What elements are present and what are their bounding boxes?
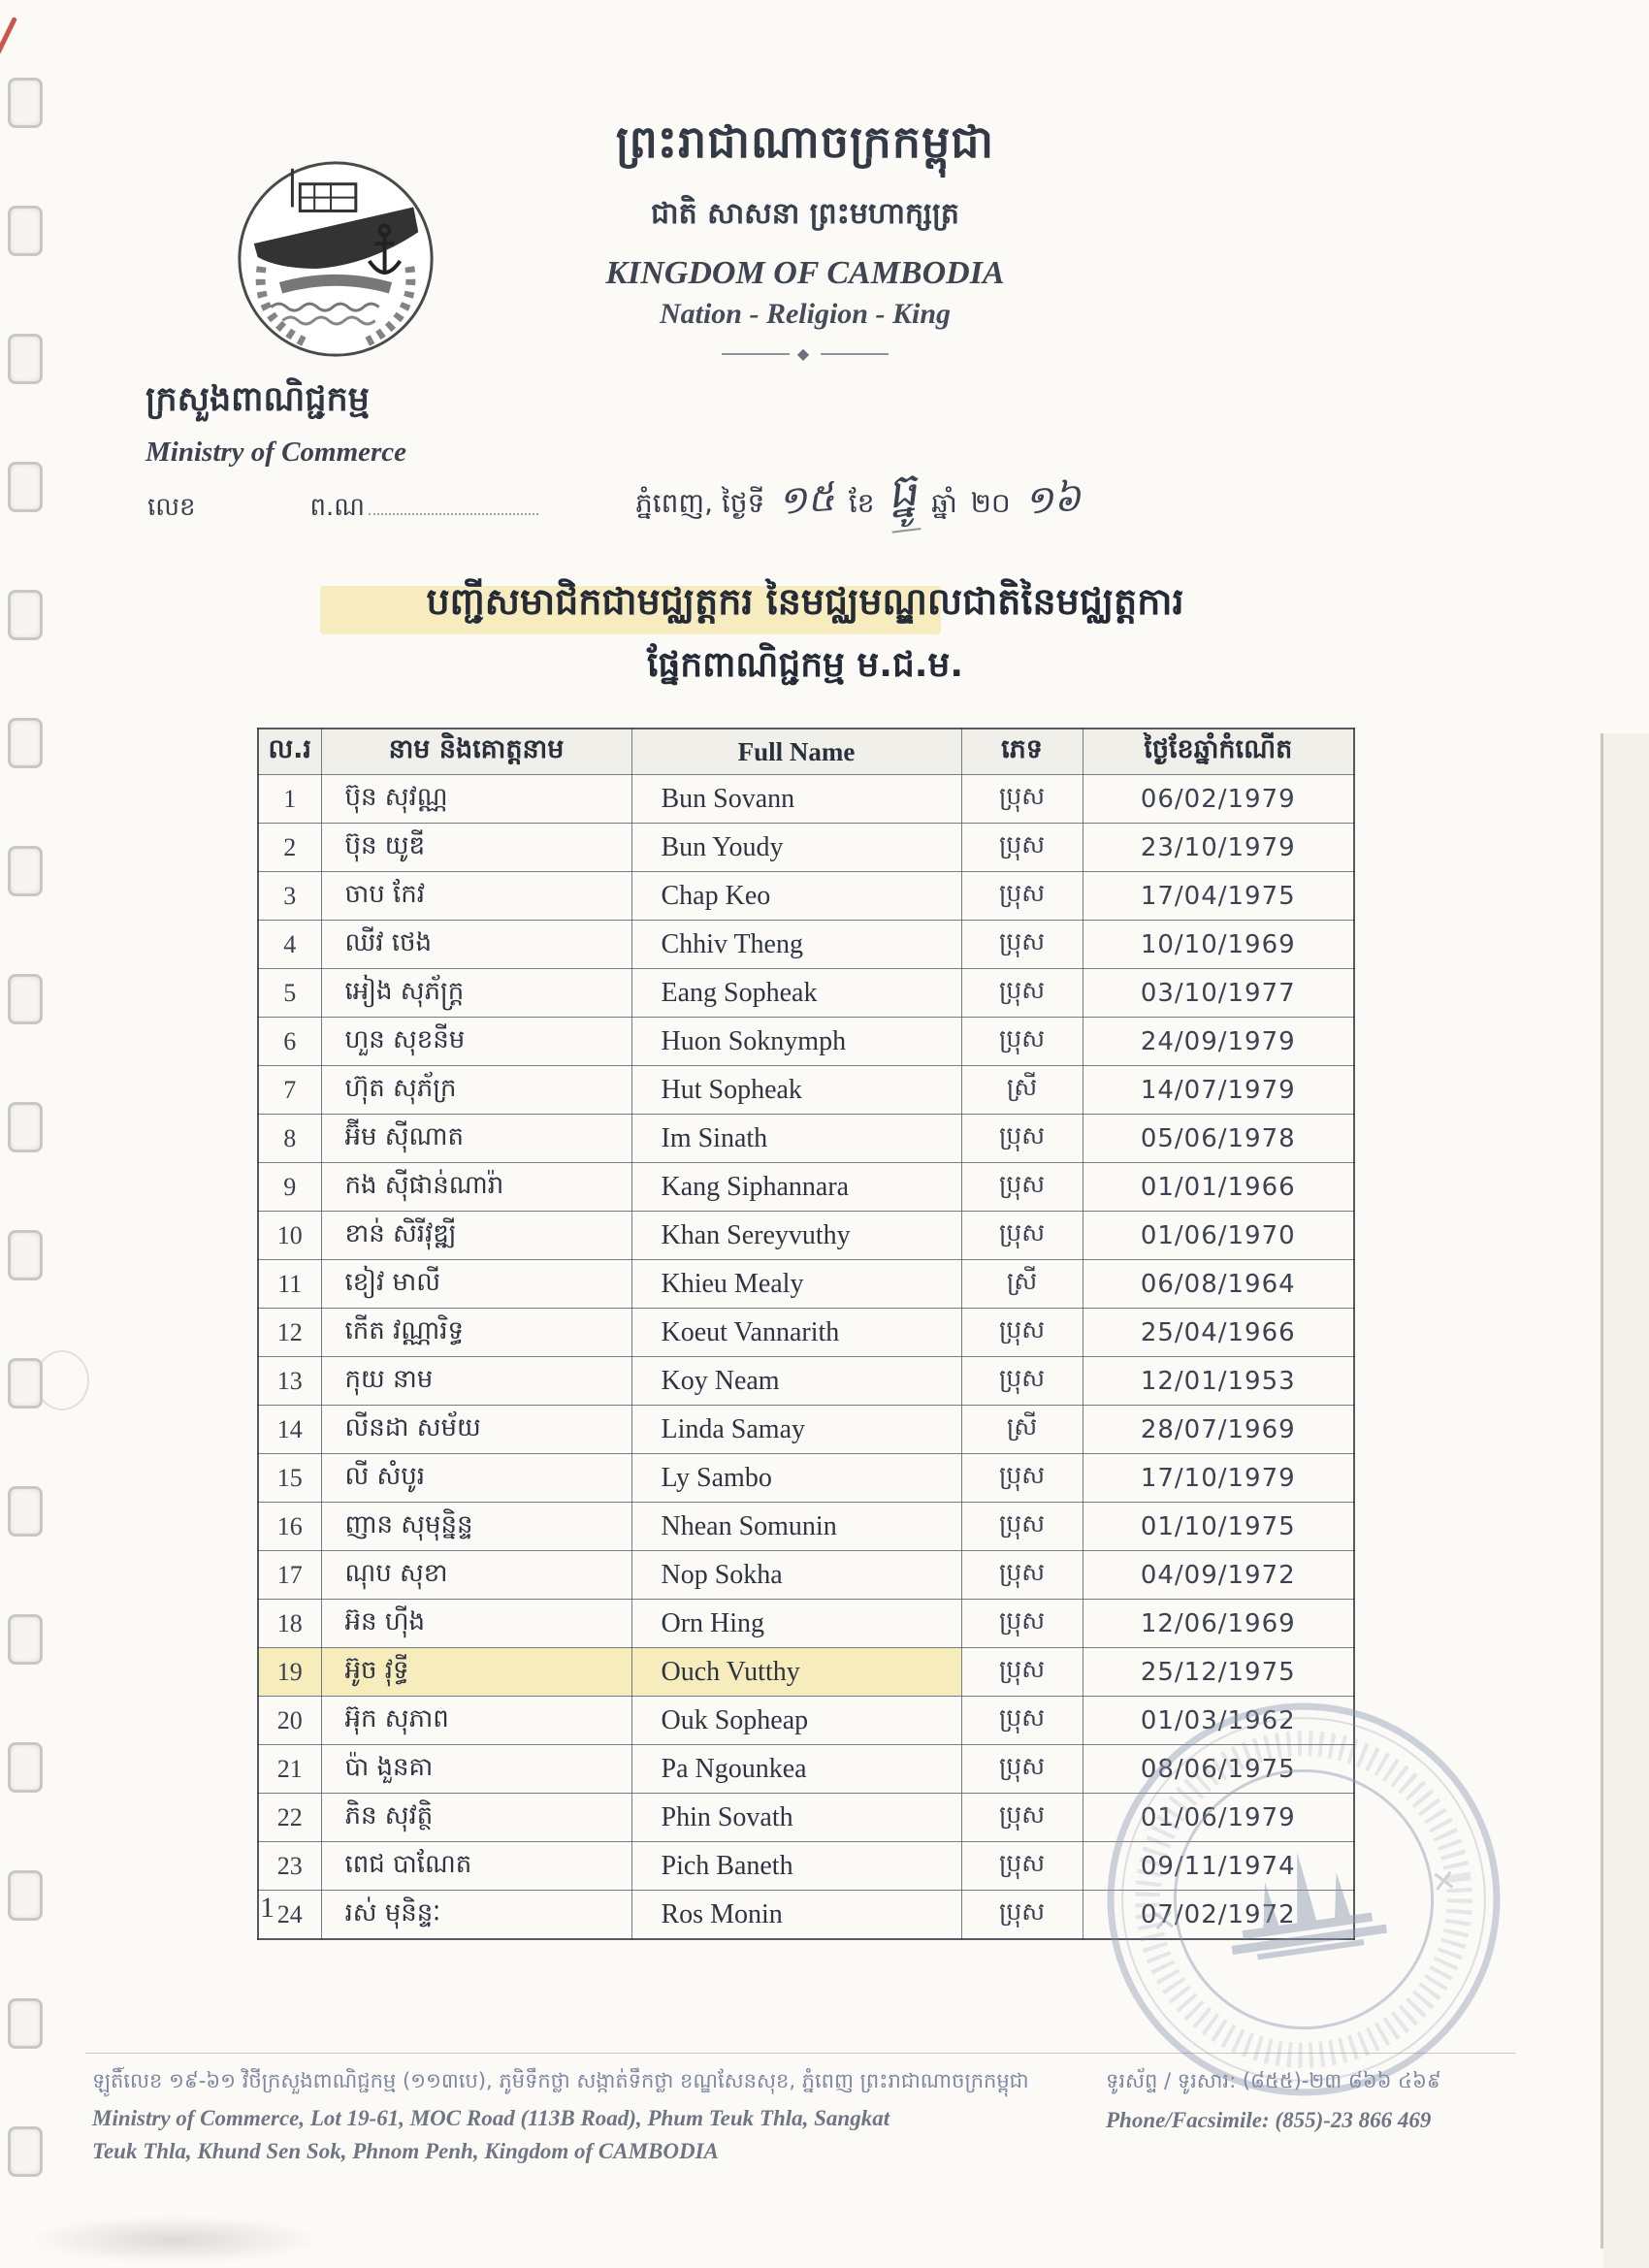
row-number: 2	[258, 824, 321, 872]
row-number: 23	[258, 1842, 321, 1891]
row-khmer-name: កើត វណ្ណារិទ្ធ	[321, 1309, 631, 1357]
row-khmer-name: អ៊ូច វុទ្ធី	[321, 1648, 631, 1697]
row-number: 6	[258, 1018, 321, 1066]
row-gender: ប្រុស	[961, 1454, 1083, 1503]
row-number: 9	[258, 1163, 321, 1212]
row-gender: ប្រុស	[961, 921, 1083, 969]
row-gender: ប្រុស	[961, 1309, 1083, 1357]
row-khmer-name: រស់ មុនិន្ទៈ	[321, 1891, 631, 1940]
row-full-name: Koy Neam	[631, 1357, 961, 1406]
row-dob: 05/06/1978	[1083, 1115, 1354, 1163]
row-gender: ប្រុស	[961, 1163, 1083, 1212]
row-dob: 25/12/1975	[1083, 1648, 1354, 1697]
row-gender: ប្រុស	[961, 1551, 1083, 1600]
row-khmer-name: ហ៊ុត សុភ័ក្រ	[321, 1066, 631, 1115]
row-khmer-name: ញាន សុមុន្និន្ទ	[321, 1503, 631, 1551]
row-khmer-name: ប៉ា ងួនគា	[321, 1745, 631, 1794]
row-dob: 03/10/1977	[1083, 969, 1354, 1018]
row-full-name: Bun Youdy	[631, 824, 961, 872]
row-khmer-name: អៀង សុភ័ក្ត្រ	[321, 969, 631, 1018]
ref-dotted-line	[369, 492, 538, 515]
reference-number-row	[147, 491, 538, 528]
scan-artifact-circle	[35, 1350, 89, 1410]
row-gender: ប្រុស	[961, 872, 1083, 921]
table-row	[258, 921, 1354, 969]
table-row	[258, 1454, 1354, 1503]
row-gender: ស្រី	[961, 1406, 1083, 1454]
row-number: 14	[258, 1406, 321, 1454]
number-label: លេខ	[147, 493, 196, 522]
row-gender: ប្រុស	[961, 1648, 1083, 1697]
footer-address-english-2: Teuk Thla, Khund Sen Sok, Phnom Penh, Kingdom of CAMBODIA	[92, 2139, 719, 2163]
row-gender: ប្រុស	[961, 1842, 1083, 1891]
date-line	[635, 464, 1083, 537]
row-gender: ស្រី	[961, 1066, 1083, 1115]
table-row	[258, 1260, 1354, 1309]
footer-address-english-1: Ministry of Commerce, Lot 19-61, MOC Road (113B Road), Phum Teuk Thla, Sangkat	[92, 2106, 890, 2130]
row-khmer-name: ខាន់ សិរីវុឌ្ឍី	[321, 1212, 631, 1260]
row-full-name: Ly Sambo	[631, 1454, 961, 1503]
table-row	[258, 1066, 1354, 1115]
row-khmer-name: ពេជ បាណែត	[321, 1842, 631, 1891]
row-dob: 08/06/1975	[1083, 1745, 1354, 1794]
table-header-row	[258, 729, 1354, 775]
scan-margin	[1603, 733, 1649, 2268]
row-gender: ប្រុស	[961, 1212, 1083, 1260]
header-name-khmer: នាម និងគោត្តនាម	[321, 729, 631, 775]
row-dob: 24/09/1979	[1083, 1018, 1354, 1066]
header-no: ល.រ	[258, 729, 321, 775]
row-full-name: Pich Baneth	[631, 1842, 961, 1891]
row-full-name: Ouch Vutthy	[631, 1648, 961, 1697]
row-khmer-name: ចាប កែវ	[321, 872, 631, 921]
row-khmer-name: ប៊ុន យូឌី	[321, 824, 631, 872]
row-full-name: Khan Sereyvuthy	[631, 1212, 961, 1260]
row-gender: ប្រុស	[961, 1018, 1083, 1066]
table-row	[258, 1891, 1354, 1940]
row-gender: ប្រុស	[961, 1794, 1083, 1842]
row-gender: ប្រុស	[961, 969, 1083, 1018]
row-number: 1	[258, 775, 321, 824]
row-dob: 10/10/1969	[1083, 921, 1354, 969]
binder-hole	[8, 1358, 43, 1409]
row-gender: ប្រុស	[961, 1745, 1083, 1794]
row-number: 7	[258, 1066, 321, 1115]
row-full-name: Linda Samay	[631, 1406, 961, 1454]
row-gender: ប្រុស	[961, 1891, 1083, 1940]
table-row	[258, 775, 1354, 824]
national-header	[475, 114, 1135, 363]
table-row	[258, 1551, 1354, 1600]
binder-hole	[8, 334, 43, 384]
row-number: 4	[258, 921, 321, 969]
row-number: 13	[258, 1357, 321, 1406]
binder-hole	[8, 1614, 43, 1665]
row-full-name: Ros Monin	[631, 1891, 961, 1940]
row-dob: 17/10/1979	[1083, 1454, 1354, 1503]
binder-hole	[8, 590, 43, 640]
table-row	[258, 1697, 1354, 1745]
row-number: 15	[258, 1454, 321, 1503]
row-gender: ប្រុស	[961, 1503, 1083, 1551]
binder-hole	[8, 1102, 43, 1152]
binder-hole	[8, 78, 43, 128]
row-number: 22	[258, 1794, 321, 1842]
row-khmer-name: លីនដា សម័យ	[321, 1406, 631, 1454]
red-pen-mark	[0, 16, 17, 55]
table-row	[258, 1406, 1354, 1454]
table-row	[258, 1648, 1354, 1697]
row-khmer-name: ឈីវ ថេង	[321, 921, 631, 969]
footer-address-khmer: ឡូតិ៍លេខ ១៩-៦១ វិថីក្រសួងពាណិជ្ជកម្ម (១១៣បេ), ភូមិទឹកថ្លា សង្កាត់ទឹកថ្លា ខណ្ឌសែនសុខ, ភ្នំពេញ ព្រះរាជាណាចក្រកម្ពុជា	[92, 2069, 1029, 2092]
row-number: 20	[258, 1697, 321, 1745]
table-row	[258, 1745, 1354, 1794]
row-full-name: Huon Soknymph	[631, 1018, 961, 1066]
table-row	[258, 1309, 1354, 1357]
row-full-name: Chap Keo	[631, 872, 961, 921]
table-row	[258, 872, 1354, 921]
year-printed: ២០	[970, 487, 1011, 519]
table-row	[258, 1357, 1354, 1406]
row-gender: ប្រុស	[961, 1115, 1083, 1163]
row-dob: 12/06/1969	[1083, 1600, 1354, 1648]
row-full-name: Phin Sovath	[631, 1794, 961, 1842]
row-khmer-name: ហួន សុខនីម	[321, 1018, 631, 1066]
row-gender: ប្រុស	[961, 1600, 1083, 1648]
title-line2: ផ្នែកពាណិជ្ជកម្ម ម.ជ.ម.	[646, 645, 964, 685]
row-khmer-name: កុយ នាម	[321, 1357, 631, 1406]
row-number: 18	[258, 1600, 321, 1648]
row-full-name: Chhiv Theng	[631, 921, 961, 969]
binder-hole	[8, 2126, 43, 2177]
table-row	[258, 1163, 1354, 1212]
kingdom-title-english: KINGDOM OF CAMBODIA	[605, 255, 1005, 291]
table-row	[258, 1600, 1354, 1648]
row-dob: 01/06/1970	[1083, 1212, 1354, 1260]
footer-phone-english: Phone/Facsimile: (855)-23 866 469	[1106, 2108, 1432, 2132]
row-number: 8	[258, 1115, 321, 1163]
binder-hole	[8, 718, 43, 768]
row-dob: 12/01/1953	[1083, 1357, 1354, 1406]
footer-address-block	[92, 2068, 1101, 2164]
scan-smudge	[29, 2216, 320, 2264]
row-dob: 14/07/1979	[1083, 1066, 1354, 1115]
scan-page-edge	[1600, 733, 1603, 2249]
ref-label: ព.ណ	[309, 493, 366, 522]
page-number: 1	[260, 1892, 275, 1924]
arbitrators-table	[257, 728, 1355, 1940]
table-row	[258, 1018, 1354, 1066]
row-number: 21	[258, 1745, 321, 1794]
ministry-name-english: Ministry of Commerce	[146, 437, 407, 468]
kingdom-title-khmer: ព្រះរាជាណាចក្រកម្ពុជា	[615, 115, 995, 168]
row-khmer-name: អ៊ន ហ៊ីង	[321, 1600, 631, 1648]
document-title	[165, 578, 1445, 694]
row-number: 16	[258, 1503, 321, 1551]
handwritten-day: ១៥	[776, 474, 837, 524]
row-full-name: Ouk Sopheap	[631, 1697, 961, 1745]
row-khmer-name: ណុប សុខា	[321, 1551, 631, 1600]
motto-english: Nation - Religion - King	[659, 298, 952, 330]
table-row	[258, 1115, 1354, 1163]
row-dob: 04/09/1972	[1083, 1551, 1354, 1600]
motto-khmer: ជាតិ សាសនា ព្រះមហាក្សត្រ	[651, 197, 959, 231]
row-dob: 07/02/1972	[1083, 1891, 1354, 1940]
row-dob: 01/03/1962	[1083, 1697, 1354, 1745]
divider-ornament-icon: ◆	[796, 344, 814, 363]
row-dob: 06/02/1979	[1083, 775, 1354, 824]
row-number: 5	[258, 969, 321, 1018]
row-dob: 28/07/1969	[1083, 1406, 1354, 1454]
row-khmer-name: លី សំបូរ	[321, 1454, 631, 1503]
row-dob: 25/04/1966	[1083, 1309, 1354, 1357]
row-gender: ស្រី	[961, 1260, 1083, 1309]
row-khmer-name: ភិន សុវត្ថិ	[321, 1794, 631, 1842]
binder-hole	[8, 1870, 43, 1921]
row-full-name: Nop Sokha	[631, 1551, 961, 1600]
footer-separator	[85, 2053, 1515, 2054]
table-row	[258, 1503, 1354, 1551]
binder-hole	[8, 1998, 43, 2049]
row-khmer-name: អ៊ីម ស៊ីណាត	[321, 1115, 631, 1163]
row-gender: ប្រុស	[961, 1357, 1083, 1406]
row-full-name: Hut Sopheak	[631, 1066, 961, 1115]
binder-hole	[8, 846, 43, 896]
binder-hole	[8, 1486, 43, 1537]
row-khmer-name: ខៀវ មាលី	[321, 1260, 631, 1309]
row-number: 11	[258, 1260, 321, 1309]
row-number: 19	[258, 1648, 321, 1697]
row-dob: 01/10/1975	[1083, 1503, 1354, 1551]
row-full-name: Kang Siphannara	[631, 1163, 961, 1212]
table-body	[258, 775, 1354, 1940]
binder-hole	[8, 1230, 43, 1280]
row-dob: 01/01/1966	[1083, 1163, 1354, 1212]
year-label: ឆ្នាំ	[931, 487, 957, 519]
row-full-name: Eang Sopheak	[631, 969, 961, 1018]
ministry-name-khmer: ក្រសួងពាណិជ្ជកម្ម	[146, 380, 370, 419]
binder-hole	[8, 206, 43, 256]
row-full-name: Bun Sovann	[631, 775, 961, 824]
table-row	[258, 969, 1354, 1018]
row-full-name: Khieu Mealy	[631, 1260, 961, 1309]
row-dob: 09/11/1974	[1083, 1842, 1354, 1891]
header-gender: ភេទ	[961, 729, 1083, 775]
header-full-name: Full Name	[631, 729, 961, 775]
row-dob: 01/06/1979	[1083, 1794, 1354, 1842]
row-number: 10	[258, 1212, 321, 1260]
handwritten-year-digits: ១៦	[1021, 475, 1083, 523]
row-full-name: Pa Ngounkea	[631, 1745, 961, 1794]
ministry-of-commerce-emblem-icon	[225, 151, 446, 373]
month-label: ខែ	[848, 487, 875, 519]
row-full-name: Orn Hing	[631, 1600, 961, 1648]
table-row	[258, 1212, 1354, 1260]
row-khmer-name: កង ស៊ីផាន់ណារ៉ា	[321, 1163, 631, 1212]
binder-hole	[8, 974, 43, 1024]
row-full-name: Koeut Vannarith	[631, 1309, 961, 1357]
row-gender: ប្រុស	[961, 775, 1083, 824]
footer-phone-block	[1106, 2068, 1533, 2133]
row-number: 17	[258, 1551, 321, 1600]
row-khmer-name: អ៊ុក សុភាព	[321, 1697, 631, 1745]
row-full-name: Nhean Somunin	[631, 1503, 961, 1551]
title-line1: បញ្ជីសមាជិកជាមជ្ឈត្តករ នៃមជ្ឈមណ្ឌលជាតិនៃមជ្ឈត្តការ	[426, 580, 1184, 623]
date-prefix: ភ្នំពេញ, ថ្ងៃទី	[635, 487, 765, 519]
binder-hole	[8, 462, 43, 512]
row-number: 24	[258, 1891, 321, 1940]
table-row	[258, 1842, 1354, 1891]
footer-phone-khmer: ទូរស័ព្ទ / ទូរសារ: (៨៥៥)-២៣ ៨៦៦ ៤៦៩	[1106, 2069, 1441, 2092]
row-dob: 23/10/1979	[1083, 824, 1354, 872]
row-khmer-name: ប៊ុន សុវណ្ណ	[321, 775, 631, 824]
row-number: 12	[258, 1309, 321, 1357]
members-table-wrap	[257, 728, 1355, 1940]
row-number: 3	[258, 872, 321, 921]
binder-hole	[8, 1742, 43, 1793]
table-row	[258, 1794, 1354, 1842]
row-gender: ប្រុស	[961, 1697, 1083, 1745]
row-gender: ប្រុស	[961, 824, 1083, 872]
header-divider	[475, 344, 1135, 363]
header-dob: ថ្ងៃខែឆ្នាំកំណើត	[1083, 729, 1354, 775]
table-row	[258, 824, 1354, 872]
handwritten-month: ធ្នូ	[884, 460, 922, 533]
row-dob: 17/04/1975	[1083, 872, 1354, 921]
row-full-name: Im Sinath	[631, 1115, 961, 1163]
row-dob: 06/08/1964	[1083, 1260, 1354, 1309]
